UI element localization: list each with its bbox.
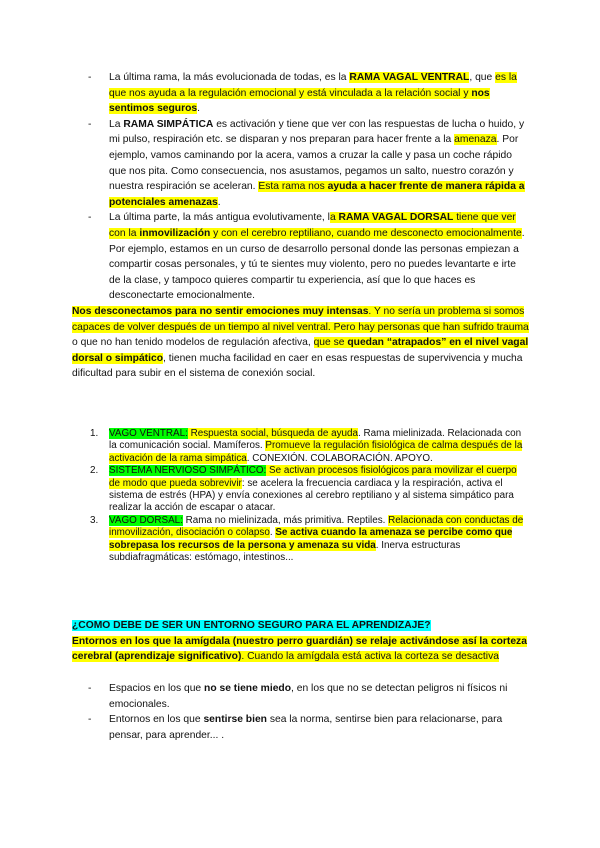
- nervous-system-list: [88, 428, 524, 564]
- list-bullet: -: [88, 212, 92, 224]
- section-heading: ¿COMO DEBE DE SER UN ENTORNO SEGURO PARA EL APRENDIZAJE?: [72, 620, 431, 631]
- list-item-vago-ventral: 1. VAGO VENTRAL: Respuesta social, búsqueda de ayuda. Rama mielinizada. Relacionada con la comunicación social. Mamíferos. Promueve la regulación fisiológica de calma después de la activación de la rama simpática. CONEXIÓN. COLABORACIÓN. APOYO.: [90, 428, 523, 464]
- list-item-rama-vagal-ventral: - La última rama, la más evolucionada de todas, es la RAMA VAGAL VENTRAL, que es la que nos ayuda a la regulación emocional y está vinculada a la relación social y nos sentimos seguros.: [88, 72, 517, 115]
- branches-list: [88, 70, 528, 304]
- list-bullet: -: [88, 72, 92, 83]
- list-bullet: -: [88, 118, 92, 130]
- term-sistema-nervioso-simpatico: SISTEMA NERVIOSO SIMPÁTICO:: [109, 465, 267, 477]
- term-vago-dorsal: VAGO DORSAL:: [109, 514, 183, 526]
- list-item-rama-simpatica: - La RAMA SIMPÁTICA es activación y tiene que ver con las respuestas de lucha o huido, y mi pulso, respiración etc. se disparan y nos preparan para hacer frente a la amenaza. Por ejemplo, vamos caminando por la acera, vamos a cruzar la calle y pasa un coche rápido que nos pita. Como consecuencia, nos asustamos, pegamos un salto, nuestro corazón y nuestra respiración se aceleran. Esta rama nos ayuda a hacer frente de manera rápida a potenciales amenazas.: [88, 118, 525, 208]
- term-rama-vagal-dorsal: RAMA VAGAL DORSAL: [338, 212, 454, 224]
- list-item-sistema-simpatico: 2. SISTEMA NERVIOSO SIMPÁTICO: Se activan procesos fisiológicos para movilizar el cuerpo de modo que pueda sobrevivir: se acelera la frecuencia cardiaca y la respiración, activa el sistema de estrés (HPA) y envía conexiones al cerebro reptiliano y al sistema simpático para realizar la acción de escapar o atacar.: [90, 465, 517, 514]
- list-bullet: -: [88, 683, 92, 694]
- disconnection-paragraph: Nos desconectamos para no sentir emociones muy intensas. Y no sería un problema si somos capaces de volver después de un tiempo al nivel ventral. Pero hay personas que han sufrido trauma o que no han tenido modelos de regulación afectiva, que se quedan “atrapados” en el nivel vagal dorsal o simpático, tienen mucha facilidad en caer en esas respuestas de supervivencia y mucha dificultad para subir en el sistema de conexión social.: [72, 306, 529, 380]
- safe-environment-section: ¿COMO DEBE DE SER UN ENTORNO SEGURO PARA EL APRENDIZAJE? Entornos en los que la amígdala (nuestro perro guardián) se relaje activándose así la corteza cerebral (aprendizaje significativo). Cuando la amígdala está activa la corteza se desactiva: [72, 620, 527, 663]
- term-rama-vagal-ventral: RAMA VAGAL VENTRAL: [349, 72, 470, 83]
- safe-environment-list: [88, 681, 528, 743]
- list-item-rama-vagal-dorsal: - La última parte, la más antigua evolutivamente, la RAMA VAGAL DORSAL tiene que ver con la inmovilización y con el cerebro reptiliano, cuando me desconecto emocionalmente. Por ejemplo, estamos en un curso de desarrollo personal donde las personas empiezan a compartir cosas personales, y tú te sientes muy violento, pero no puedes levantarte e irte de la clase, y tampoco quieres compartir tu experiencia, así que lo que haces es desconectarte emocionalmente.: [88, 212, 525, 302]
- term-rama-simpatica: RAMA SIMPÁTICA: [123, 118, 214, 130]
- list-item-no-miedo: - Espacios en los que no se tiene miedo, en los que no se detectan peligros ni físicos ni emocionales.: [88, 683, 508, 710]
- list-bullet: -: [88, 714, 92, 726]
- list-item-sentirse-bien: - Entornos en los que sentirse bien sea la norma, sentirse bien para relacionarse, para pensar, para aprender... .: [88, 714, 503, 741]
- term-vago-ventral: VAGO VENTRAL:: [109, 428, 188, 439]
- list-item-vago-dorsal: 3. VAGO DORSAL: Rama no mielinizada, más primitiva. Reptiles. Relacionada con conductas de inmovilización, disociación o colapso. Se activa cuando la amenaza se percibe como que sobrepasa los recursos de la persona y amenaza su vida. Inerva estructuras subdiafragmáticas: estómago, intestinos...: [90, 514, 524, 564]
